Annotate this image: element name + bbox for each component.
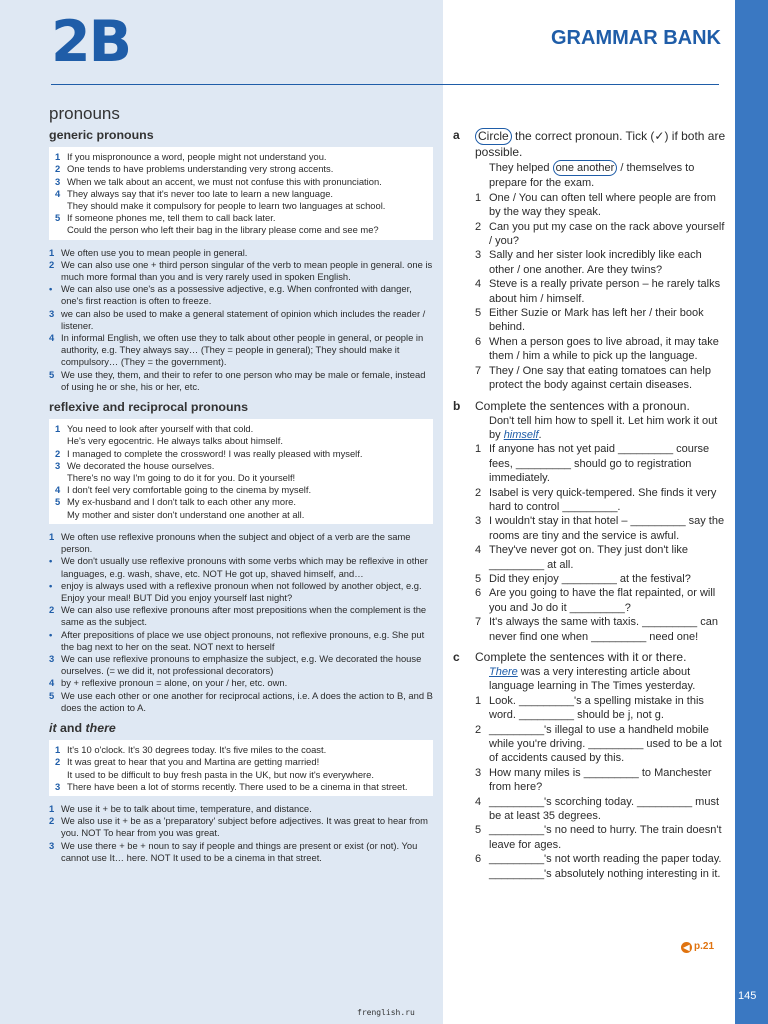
item-number: 4 — [55, 187, 61, 199]
item-text: We can also use one + third person singular of the verb to mean people in general. one is much more formal than you and is very rarely used in spoken English. — [61, 258, 433, 283]
list-item — [55, 460, 427, 472]
exercise-a-header — [453, 128, 728, 160]
item-text: They / One say that eating tomatoes can help protect the body against certain diseases. — [489, 364, 711, 392]
exercise-c-instruction: Complete the sentences with it or there. — [475, 650, 687, 664]
item-text: We use they, them, and their to refer to one person who may be male or female, instead of using he or she, his or her, etc. — [61, 368, 426, 392]
item-text: There's no way I'm going to do it for you. Do it yourself! — [67, 472, 296, 484]
list-item — [49, 283, 433, 307]
item-text: We can also use one's as a possessive adjective, e.g. When confronted with danger, one's first reaction is often to freeze. — [61, 283, 412, 307]
exercise-b-model — [489, 414, 728, 443]
item-number: 3 — [55, 459, 61, 471]
list-item — [49, 629, 433, 653]
item-number: 3 — [475, 515, 482, 528]
item-number — [55, 509, 67, 521]
item-number: 1 — [55, 423, 61, 435]
list-item — [49, 604, 433, 628]
heading-there: there — [85, 720, 116, 735]
item-text: We can also use reflexive pronouns after most prepositions when the complement is the same as the subject. — [61, 604, 427, 628]
list-item — [49, 677, 433, 689]
exercise-letter: a — [453, 128, 460, 142]
item-number: 4 — [49, 332, 55, 344]
list-item — [55, 448, 427, 460]
exercise-item — [475, 364, 728, 393]
item-number: 6 — [475, 853, 482, 866]
item-number: 3 — [55, 175, 61, 187]
item-text: It's 10 o'clock. It's 30 degrees today. It's five miles to the coast. — [67, 744, 327, 756]
exercise-c-model — [489, 665, 728, 694]
model-answer: There — [489, 666, 518, 678]
item-text: by + reflexive pronoun = alone, on your / her, etc. own. — [61, 677, 288, 689]
list-item — [55, 744, 427, 756]
list-item — [55, 188, 427, 200]
item-number: 4 — [475, 544, 482, 557]
item-text: We use there + be + noun to say if people and things are present or exist (or not). You cannot use It… here. NOT It used to be a cinema in that street. — [61, 839, 418, 863]
item-number: 2 — [475, 486, 482, 499]
list-item — [55, 176, 427, 188]
list-item — [55, 163, 427, 175]
list-item — [55, 484, 427, 496]
item-text: Did they enjoy _________ at the festival? — [489, 572, 691, 585]
reflexive-examples-box — [49, 419, 433, 524]
list-item — [55, 756, 427, 768]
list-item — [49, 332, 433, 369]
list-item — [49, 247, 433, 259]
exercise-item — [475, 766, 728, 795]
exercise-item — [475, 248, 728, 277]
item-text: I don't feel very comfortable going to the cinema by myself. — [67, 484, 312, 496]
item-text: Are you going to have the flat repainted, or will you and Jo do it _________? — [489, 587, 716, 614]
item-number: 2 — [475, 723, 482, 736]
item-text: If you mispronounce a word, people might not understand you. — [67, 151, 327, 163]
item-number: 3 — [55, 780, 61, 792]
exercise-item — [475, 586, 728, 615]
item-number: 7 — [475, 616, 482, 629]
exercise-c-header — [453, 650, 728, 665]
list-item — [55, 200, 427, 212]
exercises-column — [453, 128, 728, 887]
item-number: 3 — [475, 249, 482, 262]
item-text: In informal English, we often use they to talk about other people in general, or people in authority, e.g. They always say… (They = people in general); They should make it compulsory… (They = the government). — [61, 332, 424, 368]
model-circled-answer: one another — [553, 160, 618, 176]
item-number: 6 — [475, 335, 482, 348]
list-item — [49, 815, 433, 839]
exercise-c — [453, 650, 728, 881]
item-number: 2 — [49, 815, 55, 827]
item-number: 2 — [55, 163, 61, 175]
list-item — [49, 840, 433, 864]
item-number: 2 — [49, 258, 55, 270]
item-text: Either Suzie or Mark has left her / their book behind. — [489, 307, 704, 334]
item-number: 1 — [49, 246, 55, 258]
item-text: Could the person who left their bag in the library please come and see me? — [67, 224, 379, 236]
item-text: One tends to have problems understanding very strong accents. — [67, 163, 334, 175]
item-number: 5 — [55, 496, 61, 508]
list-item — [55, 496, 427, 508]
page-reference-text: p.21 — [694, 941, 715, 952]
item-number: 3 — [49, 839, 55, 851]
unit-number: 2B — [51, 9, 131, 75]
item-text: It used to be difficult to buy fresh pasta in the UK, but now it's everywhere. — [67, 768, 374, 780]
item-text: _________'s scorching today. _________ must be at least 35 degrees. — [489, 795, 720, 823]
list-item — [49, 369, 433, 393]
item-number: 6 — [475, 587, 482, 600]
exercise-b-items — [453, 442, 728, 644]
item-number: • — [49, 579, 53, 591]
exercise-item — [475, 335, 728, 364]
item-number: • — [49, 283, 53, 295]
item-text: He's very egocentric. He always talks about himself. — [67, 435, 283, 447]
item-text: My ex-husband and I don't talk to each other any more. — [67, 496, 297, 508]
list-item — [55, 509, 427, 521]
item-number: 3 — [49, 652, 55, 664]
item-text: If anyone has not yet paid _________ course fees, _________ should go to registration immediately. — [489, 443, 710, 485]
item-number: • — [49, 628, 53, 640]
item-number: 5 — [49, 368, 55, 380]
item-number: 1 — [49, 802, 55, 814]
model-post: was a very interesting article about language learning in The Times yesterday. — [489, 666, 696, 693]
item-number: 7 — [475, 364, 482, 377]
header-rule — [51, 84, 719, 85]
item-text: We decorated the house ourselves. — [67, 459, 215, 471]
list-item — [49, 580, 433, 604]
item-text: We can use reflexive pronouns to emphasize the subject, e.g. We decorated the house ourselves. (= we did it, not professional decorators) — [61, 652, 422, 677]
exercise-b-instruction: Complete the sentences with a pronoun. — [475, 398, 690, 413]
item-text: They should make it compulsory for people to learn two languages at school. — [67, 200, 386, 212]
item-text: We often use reflexive pronouns when the subject and object of a verb are the same person. — [61, 530, 411, 555]
exercise-item — [475, 795, 728, 824]
grammar-bank-title: GRAMMAR BANK — [551, 27, 721, 49]
circle-word: Circle — [475, 128, 512, 145]
generic-examples-box — [49, 147, 433, 239]
item-text: I managed to complete the crossword! I was really pleased with myself. — [67, 447, 363, 459]
exercise-item — [475, 723, 728, 766]
page-number: 145 — [738, 990, 757, 1002]
item-number: 2 — [55, 447, 61, 459]
item-text: enjoy is always used with a reflexive pronoun when not followed by another object, e.g. Enjoy your meal! BUT Did you enjoy yourself last night? — [61, 579, 422, 603]
item-number — [55, 200, 67, 212]
item-number: 1 — [55, 744, 61, 756]
exercise-b — [453, 399, 728, 645]
item-number: 3 — [49, 307, 55, 319]
item-text: When a person goes to live abroad, it may take them / him a while to pick up the language. — [489, 335, 719, 363]
exercise-item — [475, 220, 728, 249]
item-number — [55, 769, 67, 781]
exercise-item — [475, 486, 728, 515]
item-number: 3 — [475, 766, 482, 779]
item-text: When we talk about an accent, we must not confuse this with pronunciation. — [67, 175, 382, 187]
item-number: 2 — [49, 604, 55, 616]
exercise-item — [475, 191, 728, 220]
item-number: 1 — [475, 191, 482, 204]
list-item — [55, 781, 427, 793]
list-item — [49, 690, 433, 714]
generic-notes — [49, 247, 433, 393]
item-number: 1 — [49, 530, 55, 542]
item-number: 4 — [475, 795, 482, 808]
heading-and: and — [56, 720, 86, 735]
item-number: 4 — [55, 484, 61, 496]
item-number: 5 — [49, 689, 55, 701]
item-text: _________'s not worth reading the paper today. _________'s absolutely nothing interesting in it. — [489, 853, 722, 880]
list-item — [49, 653, 433, 677]
item-number: 5 — [475, 572, 482, 585]
item-text: They've never got on. They just don't like _________ at all. — [489, 544, 689, 571]
model-pre: They helped — [489, 162, 553, 174]
item-text: We often use you to mean people in general. — [61, 246, 248, 258]
item-text: We use each other or one another for reciprocal actions, i.e. A does the action to B, and B does the action to A. — [61, 689, 433, 713]
item-number: 1 — [475, 694, 482, 707]
exercise-a-instruction — [475, 128, 728, 160]
list-item — [55, 151, 427, 163]
reflexive-heading: reflexive and reciprocal pronouns — [49, 400, 249, 415]
list-item — [55, 224, 427, 236]
reflexive-notes — [49, 531, 433, 714]
item-text: How many miles is _________ to Manchester from here? — [489, 766, 712, 794]
exercise-a — [453, 128, 728, 393]
it-there-notes — [49, 803, 433, 864]
list-item — [49, 308, 433, 332]
item-text: They always say that it's never too late to learn a new language. — [67, 187, 334, 199]
item-number: 4 — [475, 278, 482, 291]
page-reference-link[interactable] — [681, 941, 714, 953]
list-item — [55, 423, 427, 435]
list-item — [55, 435, 427, 447]
model-answer: himself — [503, 428, 539, 441]
back-arrow-icon: ◀ — [681, 942, 692, 953]
it-there-examples-box — [49, 740, 433, 796]
list-item — [49, 531, 433, 555]
item-number: 4 — [49, 677, 55, 689]
item-number: 5 — [475, 824, 482, 837]
list-item — [55, 769, 427, 781]
item-text: It's always the same with taxis. _________ can never find one when _________ need one! — [489, 616, 718, 643]
item-text: We don't usually use reflexive pronouns with some verbs which may be reflexive in other languages, e.g. wash, shave, etc. NOT He got up, shaved himself, and… — [61, 555, 428, 579]
generic-heading: generic pronouns — [49, 128, 154, 142]
item-text: I wouldn't stay in that hotel – _________ say the rooms are tiny and the service is awful. — [489, 515, 725, 542]
item-number — [55, 435, 67, 447]
list-item — [49, 259, 433, 283]
exercise-item — [475, 615, 728, 644]
item-number: 2 — [55, 756, 61, 768]
item-number: 1 — [475, 443, 482, 456]
exercise-item — [475, 514, 728, 543]
exercise-item — [475, 852, 728, 881]
exercise-letter: b — [453, 398, 461, 413]
item-number: 2 — [475, 220, 482, 233]
item-text: we can also be used to make a general statement of opinion which includes the reader / listener. — [61, 307, 426, 331]
it-there-heading — [49, 722, 433, 734]
item-text: We use it + be to talk about time, temperature, and distance. — [61, 802, 312, 814]
exercise-item — [475, 694, 728, 723]
website-footer: frenglish.ru — [357, 1008, 415, 1017]
item-text: _________'s no need to hurry. The train doesn't leave for ages. — [489, 824, 722, 851]
item-text: Sally and her sister look incredibly like each other / one another. Are they twins? — [489, 249, 702, 276]
heading-it: it — [49, 720, 57, 735]
list-item — [55, 472, 427, 484]
item-text: Look. _________'s a spelling mistake in this word. _________ should be j, not g. — [489, 694, 704, 722]
exercise-item — [475, 306, 728, 335]
section-title: pronouns — [49, 104, 120, 123]
item-text: _________'s illegal to use a handheld mobile while you're driving. _________ used to be a lot of accidents caused by this. — [489, 723, 722, 765]
instruction-text: the correct pronoun. Tick (✓) if both are possible. — [475, 129, 726, 159]
list-item — [49, 555, 433, 579]
item-number: 5 — [55, 212, 61, 224]
model-post: . — [538, 428, 542, 441]
item-text: After prepositions of place we use object pronouns, not reflexive pronouns, e.g. She put the bag next to her on the seat. NOT next to herself — [61, 628, 425, 652]
item-text: It was great to hear that you and Martina are getting married! — [67, 756, 320, 768]
item-text: If someone phones me, tell them to call back later. — [67, 212, 276, 224]
item-text: My mother and sister don't understand one another at all. — [67, 508, 305, 520]
exercise-item — [475, 543, 728, 572]
item-text: One / You can often tell where people are from by the way they speak. — [489, 191, 716, 219]
item-number — [55, 472, 67, 484]
exercise-c-items — [453, 694, 728, 881]
exercise-item — [475, 277, 728, 306]
item-text: Can you put my case on the rack above yourself / you? — [489, 220, 725, 248]
list-item — [49, 803, 433, 815]
item-number: 1 — [55, 151, 61, 163]
item-text: You need to look after yourself with that cold. — [67, 423, 254, 435]
exercise-b-header — [453, 399, 728, 414]
exercise-a-items — [453, 191, 728, 393]
exercise-item — [475, 572, 728, 586]
exercise-item — [475, 823, 728, 852]
item-text: Isabel is very quick-tempered. She finds it very hard to control _________. — [489, 486, 717, 513]
grammar-notes-column — [49, 104, 433, 872]
list-item — [55, 212, 427, 224]
item-number: 5 — [475, 307, 482, 320]
model-pre: Don't tell him how to spell it. Let him work it out by — [489, 414, 718, 441]
model-post: / themselves to prepare for the exam. — [489, 162, 695, 190]
right-edge-stripe — [735, 0, 768, 1024]
item-text: Steve is a really private person – he rarely talks about him / himself. — [489, 278, 721, 305]
item-number — [55, 224, 67, 236]
exercise-a-model — [489, 160, 728, 191]
exercise-letter: c — [453, 650, 460, 664]
item-number: • — [49, 555, 53, 567]
exercise-item — [475, 442, 728, 485]
item-text: We also use it + be as a 'preparatory' subject before adjectives. It was great to hear from you. NOT To hear from you was great. — [61, 815, 428, 839]
item-text: There have been a lot of storms recently. There used to be a cinema in that street. — [67, 780, 408, 792]
